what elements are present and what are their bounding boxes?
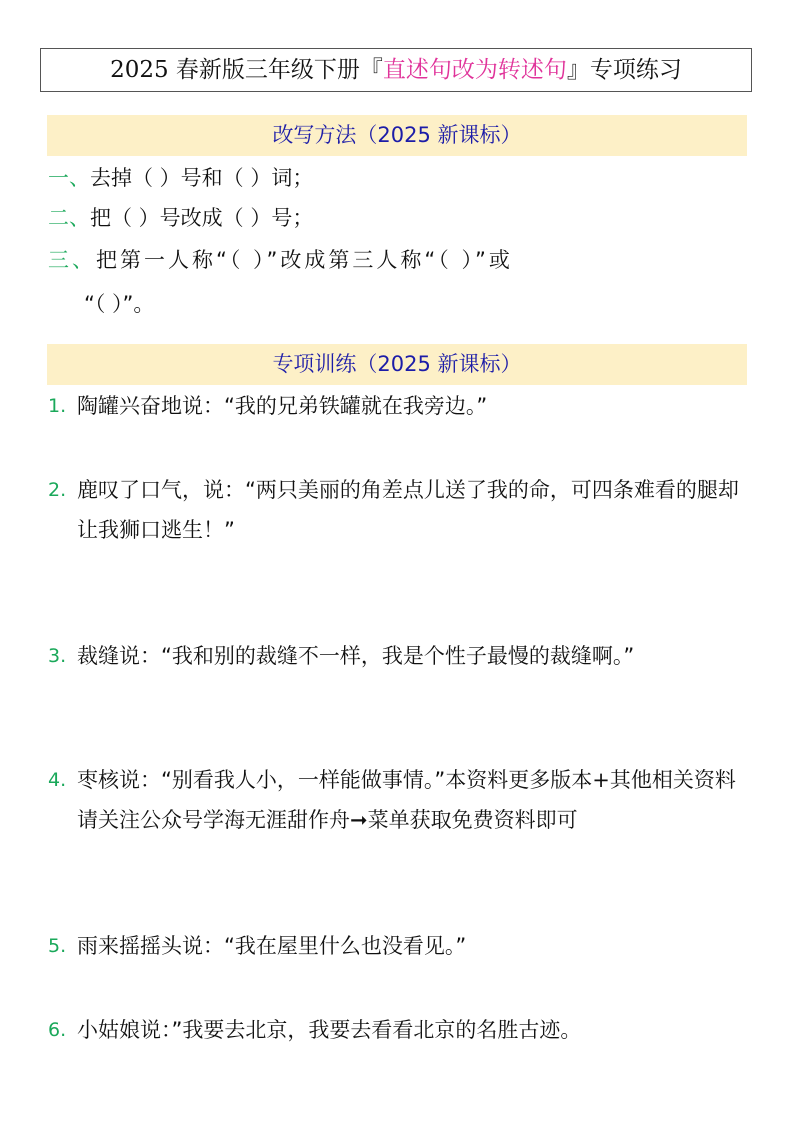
question-3 — [48, 636, 748, 676]
question-4 — [48, 760, 748, 840]
worksheet-title — [40, 48, 752, 92]
question-text: 枣核说：“别看我人小，一样能做事情。”本资料更多版本+其他相关资料请关注公众号学海无涯甜作舟➞菜单获取免费资料即可 — [77, 768, 736, 832]
rule-number: 一、 — [48, 166, 90, 190]
rule-number: 三、 — [48, 248, 96, 272]
rule-text: 把（ ）号改成（ ）号； — [90, 206, 314, 230]
question-text: 小姑娘说：”我要去北京，我要去看看北京的名胜古迹。 — [77, 1018, 582, 1042]
rule-3 — [48, 246, 513, 274]
question-number: 2. — [48, 479, 67, 501]
question-text: 裁缝说：“我和别的裁缝不一样，我是个性子最慢的裁缝啊。” — [77, 644, 635, 668]
question-number: 1. — [48, 395, 67, 417]
title-suffix: 』专项练习 — [566, 57, 682, 83]
question-text: 雨来摇摇头说：“我在屋里什么也没看见。” — [77, 934, 467, 958]
question-number: 4. — [48, 769, 67, 791]
question-5 — [48, 926, 748, 966]
question-6 — [48, 1010, 748, 1050]
rule-1 — [48, 164, 313, 192]
title-highlight: 直述句改为转述句 — [382, 57, 567, 83]
rule-text: 去掉（ ）号和（ ）词； — [90, 166, 314, 190]
method-banner: 改写方法（2025 新课标） — [47, 115, 747, 156]
rule-number: 二、 — [48, 206, 90, 230]
question-number: 3. — [48, 645, 67, 667]
rule-text: 把第一人称“（ ）”改成第三人称“（ ）”或 — [96, 248, 513, 272]
question-text: 鹿叹了口气，说：“两只美丽的角差点儿送了我的命，可四条难看的腿却让我狮口逃生！” — [77, 478, 739, 542]
rule-3-continued — [84, 290, 154, 318]
question-number: 5. — [48, 935, 67, 957]
rule-text: “（ ）”。 — [84, 292, 155, 316]
training-banner: 专项训练（2025 新课标） — [47, 344, 747, 385]
rule-2 — [48, 204, 313, 232]
question-text: 陶罐兴奋地说：“我的兄弟铁罐就在我旁边。” — [77, 394, 488, 418]
title-prefix: 2025 春新版三年级下册『 — [110, 57, 383, 83]
question-number: 6. — [48, 1019, 67, 1041]
question-2 — [48, 470, 748, 550]
question-1 — [48, 386, 748, 426]
